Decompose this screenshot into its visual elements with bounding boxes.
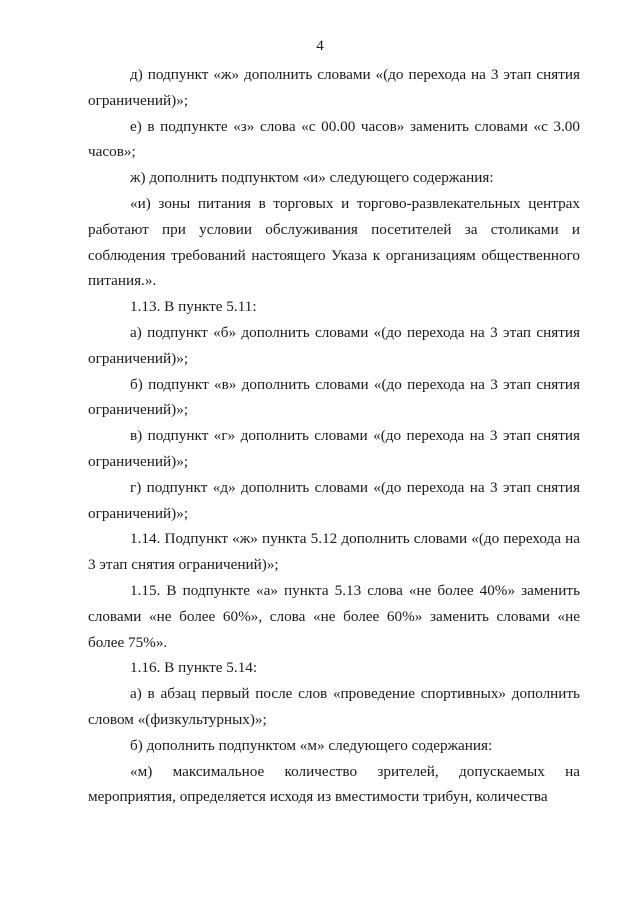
- page-number: 4: [316, 38, 324, 54]
- paragraph-zh-add-subitem-i: ж) дополнить подпунктом «и» следующего содержания:: [130, 169, 494, 187]
- document-body: [88, 62, 580, 810]
- section-1-14: 1.14. Подпункт «ж» пункта 5.12 дополнить словами «(до перехода на 3 этап снятия ограничений)»;: [88, 530, 580, 574]
- paragraph-quote-m-spectators: «м) максимальное количество зрителей, допускаемых на мероприятия, определяется исходя из вместимости трибун, количества: [88, 762, 580, 806]
- paragraph-quote-i-food-zones: «и) зоны питания в торговых и торгово-развлекательных центрах работают при условии обслуживания посетителей за столиками и соблюдения требований настоящего Указа к организациям общественного питания.».: [88, 194, 580, 290]
- paragraph-a-subitem-b: а) подпункт «б» дополнить словами «(до перехода на 3 этап снятия ограничений)»;: [88, 323, 580, 367]
- paragraph-g-subitem-d: г) подпункт «д» дополнить словами «(до перехода на 3 этап снятия ограничений)»;: [88, 478, 580, 522]
- paragraph-a-first-abzac: а) в абзац первый после слов «проведение спортивных» дополнить словом «(физкультурных)»;: [88, 685, 580, 728]
- paragraph-e-subitem-z: е) в подпункте «з» слова «с 00.00 часов» заменить словами «с 3.00 часов»;: [88, 117, 580, 161]
- paragraph-b-add-subitem-m: б) дополнить подпунктом «м» следующего содержания:: [130, 736, 493, 754]
- paragraph-d-subitem-zh: д) подпункт «ж» дополнить словами «(до перехода на 3 этап снятия ограничений)»;: [88, 66, 580, 109]
- section-heading-1-16: 1.16. В пункте 5.14:: [130, 659, 258, 677]
- paragraph-b-subitem-v: б) подпункт «в» дополнить словами «(до перехода на 3 этап снятия ограничений)»;: [88, 375, 580, 419]
- paragraph-v-subitem-g: в) подпункт «г» дополнить словами «(до перехода на 3 этап снятия ограничений)»;: [88, 427, 580, 470]
- section-heading-1-13: 1.13. В пункте 5.11:: [130, 298, 257, 316]
- section-1-15: 1.15. В подпункте «а» пункта 5.13 слова «не более 40%» заменить словами «не более 60%», слова «не более 60%» заменить словами «не более 75%».: [88, 581, 580, 651]
